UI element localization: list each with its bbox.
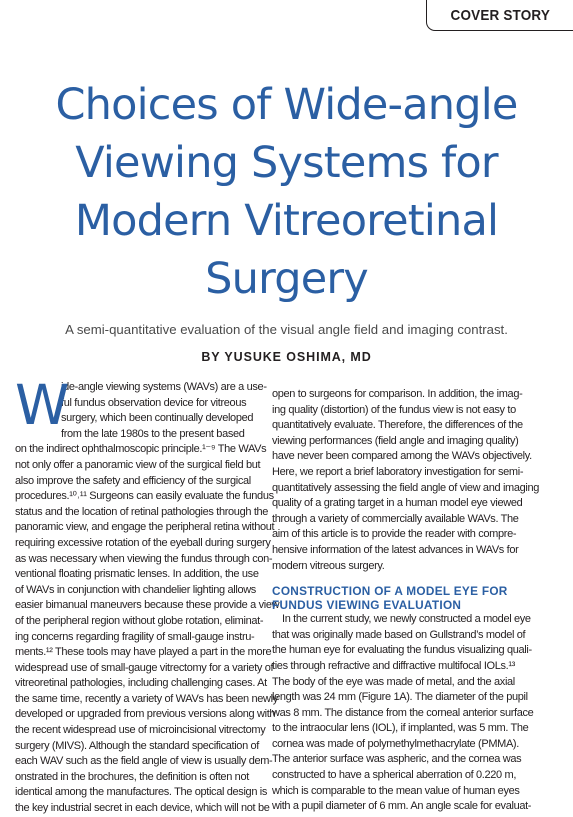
- section-heading-line: FUNDUS VIEWING EVALUATION: [272, 598, 462, 613]
- text-line: which is comparable to the mean value of human eyes: [272, 784, 520, 797]
- text-line: ties through refractive and diffractive multifocal IOLs.¹³: [272, 659, 515, 672]
- text-line: constructed to have a spherical aberration of 0.220 m,: [272, 769, 517, 782]
- text-line: the human eye for evaluating the fundus visualizing quali-: [272, 644, 532, 657]
- title-line: Viewing Systems for: [75, 138, 498, 188]
- text-line: through a variety of commercially available WAVs. The: [272, 512, 519, 525]
- text-line: ful fundus observation device for vitreous: [61, 396, 247, 409]
- article-title: [0, 76, 573, 308]
- text-line: quality of a grating target in a human model eye viewed: [272, 497, 523, 510]
- text-line: of the peripheral region without globe rotation, eliminat-: [15, 614, 264, 627]
- text-line: as was necessary when viewing the fundus through con-: [15, 552, 273, 565]
- text-line: The body of the eye was made of metal, and the axial: [272, 675, 515, 688]
- text-line: each WAV such as the field angle of view is usually dem-: [15, 755, 273, 768]
- text-line: open to surgeons for comparison. In addition, the imag-: [272, 388, 523, 400]
- text-line: panoramic view, and engage the peripheral retina without: [15, 521, 275, 534]
- text-line: status and the location of retinal pathologies through the: [15, 505, 269, 518]
- text-line: the recent widespread use of microincisional vitrectomy: [15, 724, 266, 737]
- text-line: ing concerns regarding fragility of small-gauge instru-: [15, 630, 255, 643]
- text-line: cornea was made of polymethylmethacrylate (PMMA).: [272, 737, 519, 750]
- text-line: requiring excessive rotation of the eyeball during surgery: [15, 536, 271, 549]
- text-line: of WAVs in conjunction with chandelier lighting allows: [15, 583, 256, 596]
- section-heading-line: CONSTRUCTION OF A MODEL EYE FOR: [272, 584, 508, 599]
- title-line: Modern Vitreoretinal: [74, 196, 499, 246]
- text-line: vitreoretinal pathologies, including challenging cases. At: [15, 677, 267, 690]
- text-line: on the indirect ophthalmoscopic principle.¹⁻⁹ The WAVs: [15, 443, 267, 456]
- text-line: have never been compared among the WAVs objectively.: [272, 450, 532, 463]
- text-line: hensive information of the latest advances in WAVs for: [272, 543, 519, 556]
- text-line: The anterior surface was aspheric, and the cornea was: [272, 753, 522, 766]
- left-column: [15, 373, 280, 815]
- article-byline: BY YUSUKE OSHIMA, MD: [201, 350, 372, 364]
- left-column-text: [15, 373, 280, 817]
- text-line: with a pupil diameter of 6 mm. An angle scale for evaluat-: [272, 800, 532, 813]
- right-column-paragraph-2: [272, 612, 538, 815]
- text-line: ide-angle viewing systems (WAVs) are a use-: [61, 381, 267, 393]
- title-line: Surgery: [205, 254, 368, 304]
- text-line: the key industrial secret in each device, which will not be: [15, 802, 270, 815]
- text-line: to the intraocular lens (IOL), if implanted, was 5 mm. The: [272, 722, 529, 735]
- text-line: surgery (MIVS). Although the standard specification of: [15, 739, 260, 752]
- text-line: procedures.¹⁰˒¹¹ Surgeons can easily evaluate the fundus: [15, 490, 274, 503]
- text-line: quantitatively evaluate. Therefore, the differences of the: [272, 419, 523, 432]
- text-line: developed or upgraded from previous versions along with: [15, 708, 276, 721]
- text-line: Here, we report a brief laboratory investigation for semi-: [272, 465, 524, 478]
- paragraph-gap: [272, 574, 538, 584]
- text-line: aim of this article is to provide the reader with compre-: [272, 528, 517, 541]
- text-line: viewing performances (field angle and imaging quality): [272, 434, 519, 447]
- text-line: from the late 1980s to the present based: [61, 427, 245, 440]
- right-column: [272, 387, 540, 813]
- section-tag: [426, 0, 573, 31]
- text-line: In the current study, we newly constructed a model eye: [282, 613, 531, 626]
- text-line: surgery, which been continually developed: [61, 412, 254, 425]
- text-line: modern vitreous surgery.: [272, 559, 385, 572]
- text-line: also improve the safety and efficiency of the surgical: [15, 474, 251, 487]
- text-line: was 8 mm. The distance from the corneal anterior surface: [272, 706, 534, 719]
- section-heading: [272, 584, 538, 612]
- text-line: quantitatively assessing the field angle of view and imaging: [272, 481, 540, 494]
- text-line: onstrated in the brochures, the definition is often not: [15, 770, 249, 783]
- drop-cap: W: [15, 373, 70, 437]
- text-line: ments.¹² These tools may have played a part in the more: [15, 646, 272, 659]
- text-line: identical among the manufactures. The optical design is: [15, 786, 268, 799]
- text-line: widespread use of small-gauge vitrectomy for a variety of: [15, 661, 274, 674]
- right-column-paragraph-1: [272, 387, 538, 574]
- text-line: ing quality (distortion) of the fundus view is not easy to: [272, 403, 516, 416]
- text-line: easier bimanual maneuvers because these provide a view: [15, 599, 280, 612]
- text-line: length was 24 mm (Figure 1A). The diameter of the pupil: [272, 691, 528, 704]
- text-line: not only offer a panoramic view of the surgical field but: [15, 458, 261, 471]
- text-line: ventional floating prismatic lenses. In addition, the use: [15, 568, 259, 581]
- text-line: the same time, recently a variety of WAVs has been newly: [15, 692, 278, 705]
- article-subtitle: A semi-quantitative evaluation of the visual angle field and imaging contrast.: [65, 322, 508, 337]
- title-line: Choices of Wide-angle: [55, 80, 518, 130]
- text-line: that was originally made based on Gullstrand’s model of: [272, 628, 526, 641]
- section-tag-label: COVER STORY: [450, 6, 550, 24]
